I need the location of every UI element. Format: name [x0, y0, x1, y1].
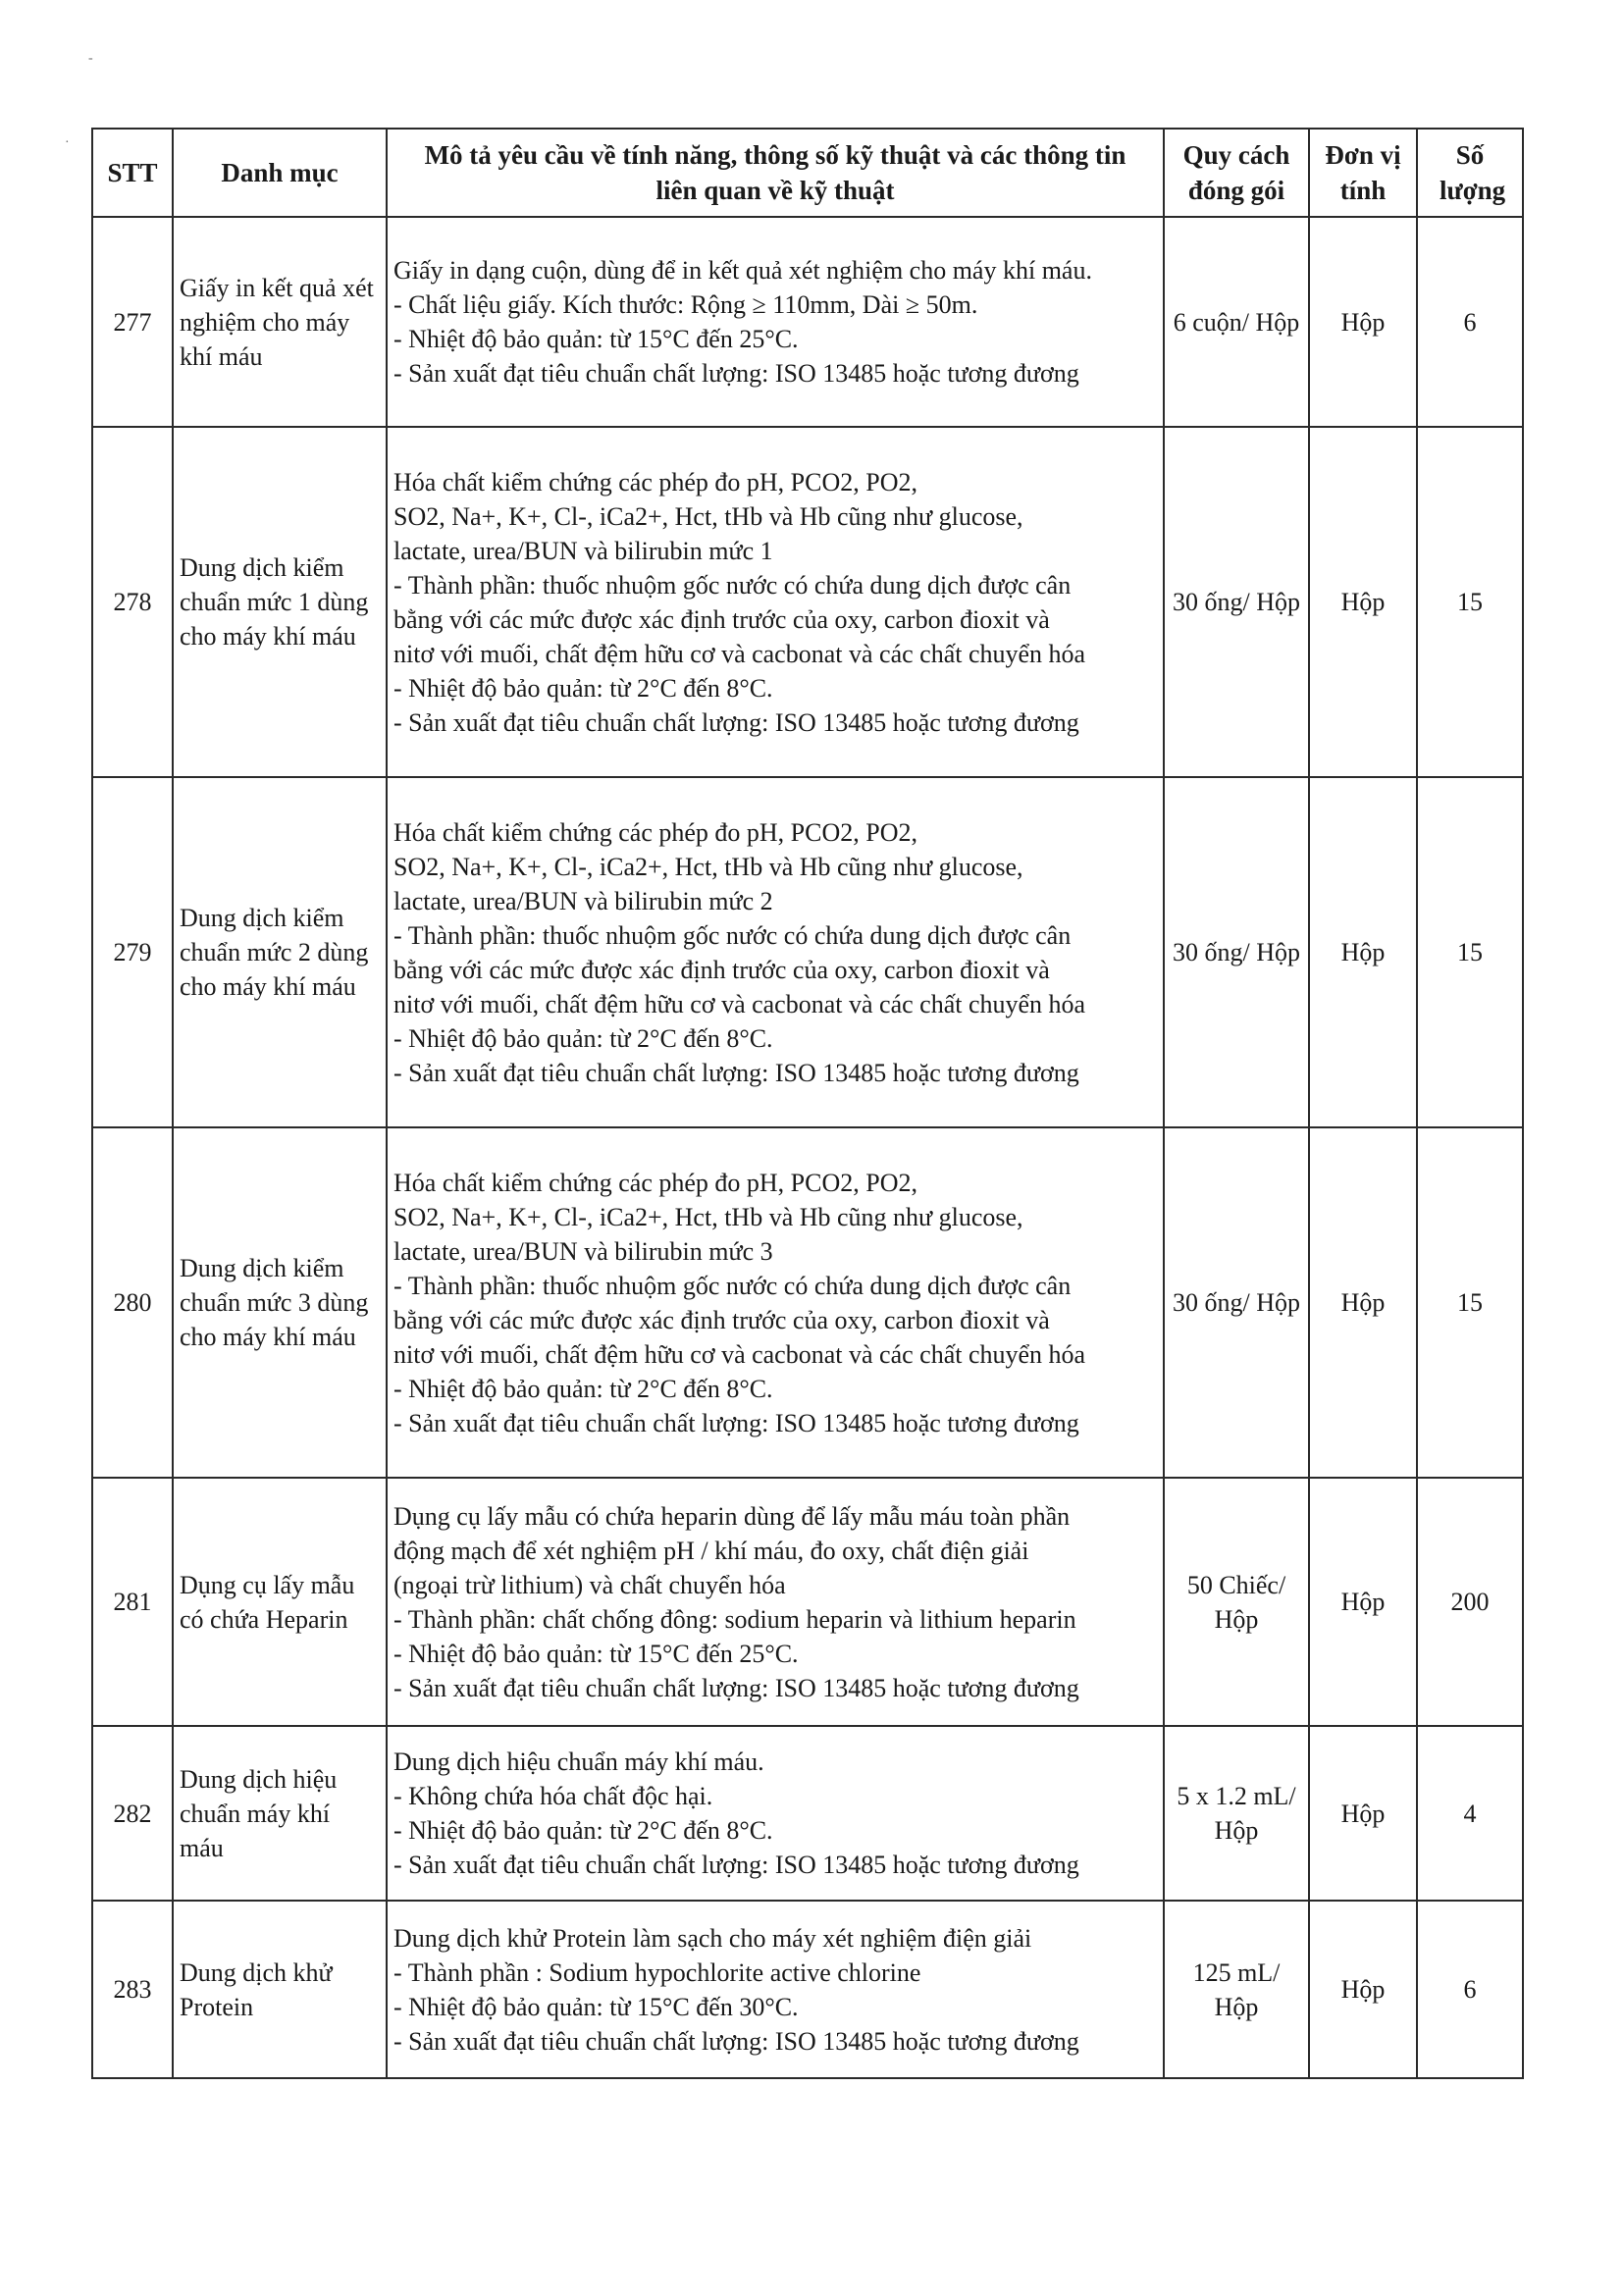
row-packaging: 30 ống/ Hộp — [1164, 1127, 1309, 1478]
row-packaging: 30 ống/ Hộp — [1164, 777, 1309, 1127]
row-unit: Hộp — [1309, 1901, 1417, 2078]
description-line: - Nhiệt độ bảo quản: từ 15°C đến 25°C. — [393, 325, 799, 353]
description-line: nitơ với muối, chất đệm hữu cơ và cacbonat và các chất chuyển hóa — [393, 989, 1086, 1018]
row-unit: Hộp — [1309, 427, 1417, 777]
header-row — [92, 129, 1523, 217]
description-line: bằng với các mức được xác định trước của oxy, carbon đioxit và — [393, 1305, 1050, 1334]
description-line: động mạch để xét nghiệm pH / khí máu, đo oxy, chất điện giải — [393, 1536, 1029, 1565]
row-quantity: 6 — [1417, 1901, 1523, 2078]
row-unit: Hộp — [1309, 217, 1417, 427]
row-item-name: Dụng cụ lấy mẫu có chứa Heparin — [173, 1478, 387, 1726]
row-description — [387, 217, 1164, 427]
row-item-name: Dung dịch kiểm chuẩn mức 3 dùng cho máy khí máu — [173, 1127, 387, 1478]
description-line: Dụng cụ lấy mẫu có chứa heparin dùng để lấy mẫu máu toàn phần — [393, 1501, 1071, 1531]
description-line: nitơ với muối, chất đệm hữu cơ và cacbonat và các chất chuyển hóa — [393, 1339, 1086, 1369]
row-packaging: 6 cuộn/ Hộp — [1164, 217, 1309, 427]
scan-speck: · — [65, 135, 70, 150]
header-name: Danh mục — [173, 129, 387, 217]
specification-table — [91, 128, 1524, 2079]
description-line: - Sản xuất đạt tiêu chuẩn chất lượng: ISO 13485 hoặc tương đương — [393, 2026, 1079, 2056]
description-line: - Nhiệt độ bảo quản: từ 2°C đến 8°C. — [393, 1374, 773, 1403]
row-description — [387, 1726, 1164, 1901]
table-row — [92, 1901, 1523, 2078]
description-line: - Nhiệt độ bảo quản: từ 15°C đến 25°C. — [393, 1639, 799, 1668]
description-line: lactate, urea/BUN và bilirubin mức 3 — [393, 1236, 773, 1266]
description-line: - Thành phần: chất chống đông: sodium heparin và lithium heparin — [393, 1604, 1076, 1634]
description-line: - Thành phần: thuốc nhuộm gốc nước có chứa dung dịch được cân — [393, 920, 1072, 950]
description-line: - Không chứa hóa chất độc hại. — [393, 1782, 713, 1810]
table-header — [92, 129, 1523, 217]
description-line: lactate, urea/BUN và bilirubin mức 1 — [393, 536, 773, 565]
row-packaging: 30 ống/ Hộp — [1164, 427, 1309, 777]
row-packaging: 50 Chiếc/ Hộp — [1164, 1478, 1309, 1726]
description-line: Giấy in dạng cuộn, dùng để in kết quả xét nghiệm cho máy khí máu. — [393, 256, 1092, 285]
row-description — [387, 1901, 1164, 2078]
row-stt: 278 — [92, 427, 173, 777]
row-item-name: Dung dịch kiểm chuẩn mức 2 dùng cho máy khí máu — [173, 777, 387, 1127]
row-item-name: Dung dịch kiểm chuẩn mức 1 dùng cho máy khí máu — [173, 427, 387, 777]
description-line: - Nhiệt độ bảo quản: từ 15°C đến 30°C. — [393, 1992, 799, 2021]
row-description — [387, 1478, 1164, 1726]
row-unit: Hộp — [1309, 1726, 1417, 1901]
row-stt: 281 — [92, 1478, 173, 1726]
description-line: - Thành phần: thuốc nhuộm gốc nước có chứa dung dịch được cân — [393, 1271, 1072, 1300]
description-line: Hóa chất kiểm chứng các phép đo pH, PCO2, PO2, — [393, 817, 917, 847]
description-line: - Nhiệt độ bảo quản: từ 2°C đến 8°C. — [393, 1023, 773, 1053]
description-line: SO2, Na+, K+, Cl-, iCa2+, Hct, tHb và Hb cũng như glucose, — [393, 852, 1023, 881]
row-stt: 280 — [92, 1127, 173, 1478]
row-quantity: 6 — [1417, 217, 1523, 427]
row-item-name: Giấy in kết quả xét nghiệm cho máy khí máu — [173, 217, 387, 427]
row-stt: 279 — [92, 777, 173, 1127]
row-stt: 282 — [92, 1726, 173, 1901]
header-quantity: Số lượng — [1417, 129, 1523, 217]
row-packaging: 5 x 1.2 mL/ Hộp — [1164, 1726, 1309, 1901]
description-line: lactate, urea/BUN và bilirubin mức 2 — [393, 886, 773, 915]
row-stt: 283 — [92, 1901, 173, 2078]
row-unit: Hộp — [1309, 1127, 1417, 1478]
row-quantity: 200 — [1417, 1478, 1523, 1726]
table-row — [92, 1726, 1523, 1901]
row-packaging: 125 mL/ Hộp — [1164, 1901, 1309, 2078]
table-row — [92, 427, 1523, 777]
header-description: Mô tả yêu cầu về tính năng, thông số kỹ thuật và các thông tin liên quan về kỹ thuật — [387, 129, 1164, 217]
description-line: Hóa chất kiểm chứng các phép đo pH, PCO2, PO2, — [393, 1168, 917, 1197]
table-body — [92, 217, 1523, 2078]
header-packaging: Quy cách đóng gói — [1164, 129, 1309, 217]
description-line: Dung dịch khử Protein làm sạch cho máy xét nghiệm điện giải — [393, 1923, 1032, 1953]
description-line: nitơ với muối, chất đệm hữu cơ và cacbonat và các chất chuyển hóa — [393, 639, 1086, 668]
description-line: Dung dịch hiệu chuẩn máy khí máu. — [393, 1748, 764, 1776]
table-row — [92, 1478, 1523, 1726]
scan-speck: - — [88, 51, 93, 66]
row-unit: Hộp — [1309, 1478, 1417, 1726]
description-line: - Thành phần : Sodium hypochlorite active chlorine — [393, 1957, 921, 1987]
table-row — [92, 777, 1523, 1127]
description-line: Hóa chất kiểm chứng các phép đo pH, PCO2, PO2, — [393, 467, 917, 496]
row-description — [387, 1127, 1164, 1478]
description-line: - Sản xuất đạt tiêu chuẩn chất lượng: ISO 13485 hoặc tương đương — [393, 359, 1079, 388]
description-line: - Sản xuất đạt tiêu chuẩn chất lượng: ISO 13485 hoặc tương đương — [393, 707, 1079, 737]
description-line: bằng với các mức được xác định trước của oxy, carbon đioxit và — [393, 604, 1050, 634]
description-line: - Sản xuất đạt tiêu chuẩn chất lượng: ISO 13485 hoặc tương đương — [393, 1408, 1079, 1437]
header-stt: STT — [92, 129, 173, 217]
table-row — [92, 217, 1523, 427]
table-row — [92, 1127, 1523, 1478]
description-line: - Sản xuất đạt tiêu chuẩn chất lượng: ISO 13485 hoặc tương đương — [393, 1673, 1079, 1702]
row-unit: Hộp — [1309, 777, 1417, 1127]
description-line: - Thành phần: thuốc nhuộm gốc nước có chứa dung dịch được cân — [393, 570, 1072, 600]
description-line: - Chất liệu giấy. Kích thước: Rộng ≥ 110mm, Dài ≥ 50m. — [393, 290, 978, 319]
description-line: - Nhiệt độ bảo quản: từ 2°C đến 8°C. — [393, 1816, 773, 1845]
row-quantity: 15 — [1417, 1127, 1523, 1478]
row-quantity: 15 — [1417, 777, 1523, 1127]
description-line: bằng với các mức được xác định trước của oxy, carbon đioxit và — [393, 955, 1050, 984]
row-quantity: 4 — [1417, 1726, 1523, 1901]
row-item-name: Dung dịch khử Protein — [173, 1901, 387, 2078]
header-unit: Đơn vị tính — [1309, 129, 1417, 217]
description-line: SO2, Na+, K+, Cl-, iCa2+, Hct, tHb và Hb cũng như glucose, — [393, 501, 1023, 531]
description-line: SO2, Na+, K+, Cl-, iCa2+, Hct, tHb và Hb cũng như glucose, — [393, 1202, 1023, 1231]
description-line: - Sản xuất đạt tiêu chuẩn chất lượng: ISO 13485 hoặc tương đương — [393, 1851, 1079, 1879]
row-item-name: Dung dịch hiệu chuẩn máy khí máu — [173, 1726, 387, 1901]
description-line: (ngoại trừ lithium) và chất chuyển hóa — [393, 1570, 786, 1599]
row-quantity: 15 — [1417, 427, 1523, 777]
description-line: - Sản xuất đạt tiêu chuẩn chất lượng: ISO 13485 hoặc tương đương — [393, 1058, 1079, 1087]
description-line: - Nhiệt độ bảo quản: từ 2°C đến 8°C. — [393, 673, 773, 703]
row-description — [387, 427, 1164, 777]
row-description — [387, 777, 1164, 1127]
row-stt: 277 — [92, 217, 173, 427]
